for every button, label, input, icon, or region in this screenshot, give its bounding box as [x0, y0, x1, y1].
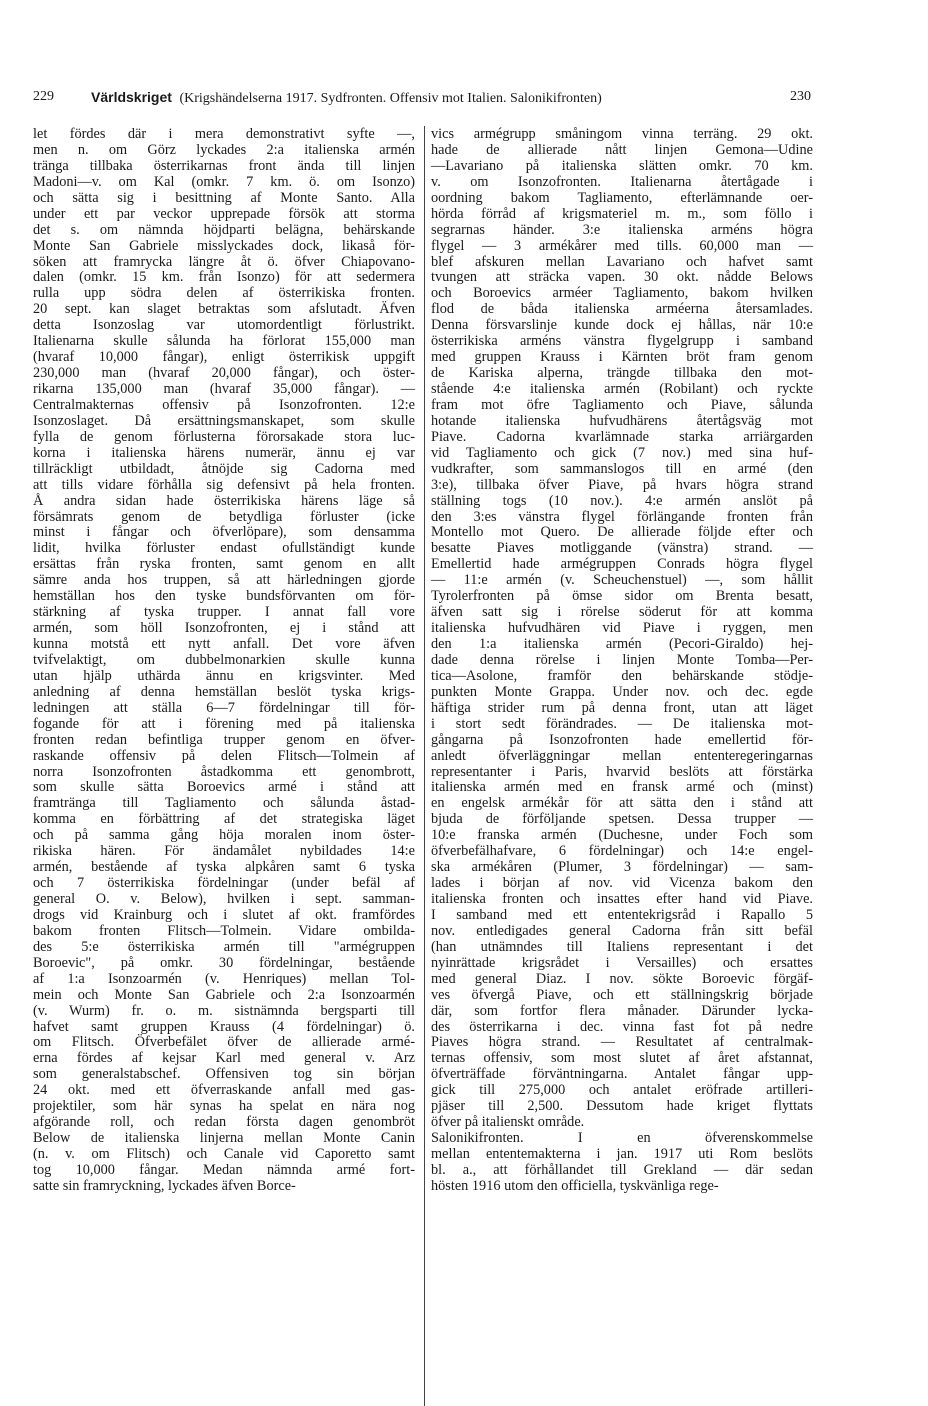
text-line: nyinrättade krigsrådet i Versailles) och ersattes	[431, 954, 813, 971]
text-line: fylla de genom förlusterna förorsakade stora luc-	[33, 428, 415, 445]
text-line: tränga tillbaka österrikarnas front ända till linjen	[33, 157, 415, 174]
text-line: detta Isonzoslag var utomordentligt förlustrikt.	[33, 317, 415, 334]
text-line: hafvet samt gruppen Krauss (4 fördelningar) ö.	[33, 1018, 415, 1035]
text-line: armén, som höll Isonzofronten, ej i stånd att	[33, 620, 415, 637]
text-line: armén, bestående af tyska alpkåren samt 6 tyska	[33, 859, 415, 876]
text-line: 10:e franska armén (Duchesne, under Foch som	[431, 827, 813, 844]
text-line: anledt öfverläggningar mellan ententeregeringarnas	[431, 747, 813, 764]
page-number-left: 229	[33, 89, 54, 104]
text-line: — 11:e armén (v. Scheuchenstuel) —, som hållit	[431, 572, 813, 589]
text-line: en engelsk armékår för att sätta den i stånd att	[431, 795, 813, 812]
text-line: Tyrolerfronten på ömse sidor om Brenta besatt,	[431, 588, 813, 605]
text-line: Salonikifronten. I en öfverenskommelse	[431, 1130, 813, 1147]
text-line: stående 4:e italienska armén (Robilant) och ryckte	[431, 381, 813, 397]
text-line: italienska hufvudhären vid Piave i ryggen, men	[431, 620, 813, 637]
text-line: besatte Piaves motliggande (vänstra) strand. —	[431, 540, 813, 557]
text-line: italienska armén med en fransk armé och (minst)	[431, 779, 813, 796]
text-line: Below de italienska linjerna mellan Monte Canin	[33, 1130, 415, 1147]
text-line: ska armékåren (Plumer, 3 fördelningar) — sam-	[431, 859, 813, 876]
page-number-right: 230	[790, 89, 811, 104]
running-title	[91, 89, 602, 107]
left-column	[33, 127, 415, 1195]
text-line: Italienarna skulle sålunda ha förlorat 155,000 man	[33, 333, 415, 350]
text-line: flygel — 3 armékårer med tills. 60,000 man —	[431, 237, 813, 254]
text-line: raskande offensiv på delen Flitsch—Tolmein af	[33, 747, 415, 764]
text-line: att tills vidare förhålla sig defensivt på hela fronten.	[33, 476, 415, 493]
text-line: med general Diaz. I nov. sökte Boroevic förgäf-	[431, 970, 813, 987]
text-line: let fördes där i mera demonstrativt syfte —,	[33, 126, 415, 142]
text-line: oordning bakom Tagliamento, efterlämnande oer-	[431, 189, 813, 206]
text-line: flod de båda italienska arméerna återsamlades.	[431, 301, 813, 318]
text-line: som generalstabschef. Offensiven tog sin början	[33, 1066, 415, 1083]
text-line: ställning togs (10 nov.). 4:e armén anslöt på	[431, 492, 813, 509]
text-line: gick till 275,000 och antalet eröfrade artilleri-	[431, 1082, 813, 1099]
text-line: bjuda de förföljande spetsen. Dessa trupper —	[431, 811, 813, 828]
text-line: drogs vid Krainburg och i slutet af okt. framfördes	[33, 906, 415, 923]
text-line: ledningen att ställa 6—7 fördelningar till för-	[33, 699, 415, 716]
text-line: söken att framrycka längre åt ö. öfver Chiapovano-	[33, 253, 415, 270]
text-line: korna i italienska härens numerär, ännu ej var	[33, 444, 415, 461]
text-line: italienska fronten och insattes efter hand vid Piave.	[431, 891, 813, 907]
text-line: utan hjälp uthärda ännu en krigsvinter. Med	[33, 667, 415, 684]
text-line: hösten 1916 utom den officiella, tyskvänliga rege-	[431, 1177, 719, 1194]
text-line: fram mot öfre Tagliamento och Piave, sålunda	[431, 396, 813, 413]
text-line: fogande för att i förening med på italienska	[33, 715, 415, 732]
text-line: sämre anda hos truppen, så att härledningen gjorde	[33, 572, 415, 589]
text-line: äfven satt sig i rörelse söderut för att komma	[431, 604, 813, 621]
text-line: och på samma gång höja moralen inom öster-	[33, 827, 415, 844]
text-line: erna fördes af kejsar Karl med general v. Arz	[33, 1050, 415, 1067]
text-line: bakom fronten Flitsch—Tolmein. Vidare ombilda-	[33, 922, 415, 939]
text-line: af 1:a Isonzoarmén (v. Henriques) mellan Tol-	[33, 970, 415, 987]
text-line: lidit, hvilka förluster endast ofullständigt kunde	[33, 540, 415, 557]
text-line: österrikiska arméns vänstra flygelgrupp i samband	[431, 333, 813, 350]
running-title-bold: Världskriget	[91, 89, 172, 105]
column-divider	[424, 126, 425, 1406]
text-line: dade denna rörelse i linjen Monte Tomba—Per-	[431, 651, 813, 668]
text-line: tvungen att sträcka vapen. 30 okt. nådde Belows	[431, 269, 813, 286]
text-line: den 3:es vänstra flygel förlängande fronten från	[431, 508, 813, 525]
text-line: hörda förråd af krigsmateriel m. m., som föllo i	[431, 205, 813, 222]
text-line: blef afskuren mellan Lavariano och hafvet samt	[431, 253, 813, 270]
text-line: de Kariska alperna, trängde tillbaka den mot-	[431, 365, 813, 382]
text-line: tillräckligt utbildadt, åtnöjde sig Cadorna med	[33, 460, 415, 477]
text-line: i stort sedt förändrades. — De italienska mot-	[431, 715, 813, 732]
text-line: 24 okt. med ett öfverraskande anfall med gas-	[33, 1082, 415, 1099]
text-line: dalen (omkr. 15 km. från Isonzo) för att sedermera	[33, 269, 415, 286]
text-line: hotande italienska hufvudhärens återtågsväg mot	[431, 412, 813, 429]
running-title-rest: (Krigshändelserna 1917. Sydfronten. Offensiv mot Italien. Salonikifronten)	[179, 91, 602, 106]
text-line: Montello mot Quero. De allierade följde efter och	[431, 524, 813, 541]
text-line: Monte San Gabriele misslyckades dock, likaså för-	[33, 237, 415, 254]
right-column	[431, 127, 813, 1195]
text-line: minst i fångar och öfverlöpare), som densamma	[33, 524, 415, 541]
text-line: des österrikarna i dec. vinna fast fot på nedre	[431, 1018, 813, 1035]
text-line: 20 sept. kan slaget betraktas som afslutadt. Äfven	[33, 301, 415, 318]
text-line: men n. om Görz lyckades 2:a italienska armén	[33, 141, 415, 158]
text-line: det s. om nämnda höjdparti belägna, behärskande	[33, 221, 415, 238]
text-line: rulla upp södra delen af österrikiska fronten.	[33, 285, 415, 302]
text-line: segrarnas händer. 3:e italienska arméns högra	[431, 221, 813, 238]
text-line: lades i början af nov. vid Vicenza bakom den	[431, 875, 813, 892]
text-line: Piave. Cadorna kvarlämnade starka arriärgarden	[431, 428, 813, 445]
text-line: norra Isonzofronten åstadkomma ett genombrott,	[33, 763, 415, 780]
text-line: 3:e), tillbaka öfver Piave, på hvars högra strand	[431, 476, 813, 493]
text-line: (hvaraf 10,000 fångar), enligt österrikisk uppgift	[33, 349, 415, 366]
text-line: häftiga strider rum på denna front, utan att läget	[431, 699, 813, 716]
text-line: general O. v. Below), hvilken i sept. samman-	[33, 891, 415, 907]
text-line: gångarna på Isonzofronten hade emellertid för-	[431, 731, 813, 748]
text-line: Piaves högra strand. — Resultatet af centralmak-	[431, 1034, 813, 1051]
text-line: Å andra sidan hade österrikiska härens läge så	[33, 492, 415, 509]
text-line: mein och Monte San Gabriele och 2:a Isonzoarmén	[33, 986, 415, 1003]
text-line: ternas offensiv, som most slutet af året afstannat,	[431, 1050, 813, 1067]
text-line: hade de allierade nått linjen Gemona—Udine	[431, 141, 813, 158]
text-line: (n. v. om Flitsch) och Canale vid Caporetto samt	[33, 1146, 415, 1162]
text-line: om Flitsch. Öfverbefälet öfver de allierade armé-	[33, 1034, 415, 1051]
text-line: rikiska hären. För ändamålet nybildades 14:e	[33, 843, 415, 860]
text-line: afgörande roll, och redan första dagen genombröt	[33, 1114, 415, 1131]
text-line: (han utnämndes till Italiens representant i det	[431, 938, 813, 955]
text-line: kunna motstå ett nytt anfall. Det vore äfven	[33, 636, 415, 652]
text-line: punkten Monte Grappa. Under nov. och dec. egde	[431, 683, 813, 700]
text-line: Centralmakternas offensiv på Isonzofronten. 12:e	[33, 396, 415, 413]
text-line: vics armégrupp småningom vinna terräng. 29 okt.	[431, 126, 813, 142]
text-line: och sätta sig i besittning af Monte Santo. Alla	[33, 189, 415, 206]
text-line: anledning af denna hemställan beslöt tyska krigs-	[33, 683, 415, 700]
text-line: som skulle sätta Boroevics armé i stånd att	[33, 779, 415, 796]
text-line: stärkning af tyska trupper. I annat fall vore	[33, 604, 415, 621]
text-line: fronten redan befintliga trupper genom en öfver-	[33, 731, 415, 748]
text-line: bl. a., att förhållandet till Grekland — där sedan	[431, 1161, 813, 1178]
text-line: försämrats genom de betydliga förluster (icke	[33, 508, 415, 525]
text-line: I samband med ett ententekrigsråd i Rapallo 5	[431, 906, 813, 923]
text-line: projektiler, som här synas ha spelat en nära nog	[33, 1098, 415, 1115]
text-line: vudkrafter, som sammanslogos till en armé (den	[431, 460, 813, 477]
text-line: —Lavariano på italienska slätten omkr. 70 km.	[431, 157, 813, 174]
text-line: ersättas från ryska fronten, samt genom en allt	[33, 556, 415, 573]
text-line: Emellertid hade armégruppen Conrads högra flygel	[431, 556, 813, 573]
text-line: satte sin framryckning, lyckades äfven Borce-	[33, 1177, 296, 1194]
text-line: nov. entledigades general Cadorna från sitt befäl	[431, 922, 813, 939]
text-line: vid Tagliamento och gick (7 nov.) med sina huf-	[431, 444, 813, 461]
text-line: öfverträffade förväntningarna. Antalet fångar upp-	[431, 1066, 813, 1083]
text-line: och 7 österrikiska fördelningar (under befäl af	[33, 875, 415, 892]
text-line: tica—Asolone, framför den behärskande stödje-	[431, 667, 813, 684]
running-header	[33, 89, 811, 111]
text-line: Boroevic", på omkr. 30 fördelningar, bestående	[33, 954, 415, 971]
text-line: Isonzoslaget. Då ersättningsmanskapet, som skulle	[33, 412, 415, 429]
text-line: komma en förbättring af det strategiska läget	[33, 811, 415, 828]
text-line: med gruppen Krauss i Kärnten bröt fram genom	[431, 349, 813, 366]
text-line: där, som fortfor flera månader. Därunder lycka-	[431, 1002, 813, 1019]
text-line: den 1:a italienska armén (Pecori-Giraldo) hej-	[431, 636, 813, 652]
text-line: Denna försvarslinje kunde dock ej hållas, när 10:e	[431, 317, 813, 334]
text-line: öfverbefälhafvare, 6 fördelningar) och 14:e engel-	[431, 843, 813, 860]
text-line: tog 10,000 fångar. Medan nämnda armé fort-	[33, 1161, 415, 1178]
text-line: och Boroevics arméer Tagliamento, bakom hvilken	[431, 285, 813, 302]
text-line: pjäser till 2,500. Dessutom hade kriget flyttats	[431, 1098, 813, 1115]
text-line: tvifvelaktigt, om dubbelmonarkien skulle kunna	[33, 651, 415, 668]
text-line: hemställan hos den tyske bundsförvanten om för-	[33, 588, 415, 605]
text-line: framtränga till Tagliamento och sålunda åstad-	[33, 795, 415, 812]
text-line: under ett par veckor upprepade försök att storma	[33, 205, 415, 222]
text-line: (v. Wurm) fr. o. m. sistnämnda bergsparti till	[33, 1002, 415, 1019]
text-line: mellan ententemakterna i jan. 1917 uti Rom beslöts	[431, 1146, 813, 1162]
text-line: v. om Isonzofronten. Italienarna återtågade i	[431, 173, 813, 190]
text-line: Madoni—v. om Kal (omkr. 7 km. ö. om Isonzo)	[33, 173, 415, 190]
text-line: ves öfvergå Piave, och ett ställningskrig började	[431, 986, 813, 1003]
text-line: rikarna 135,000 man (hvaraf 35,000 fångar). —	[33, 381, 415, 397]
text-line: des 5:e österrikiska armén till "armégruppen	[33, 938, 415, 955]
text-line: 230,000 man (hvaraf 20,000 fångar), och öster-	[33, 365, 415, 382]
text-line: representanter i Paris, hvarvid beslöts att förstärka	[431, 763, 813, 780]
text-line: öfver på italienskt område.	[431, 1114, 585, 1131]
